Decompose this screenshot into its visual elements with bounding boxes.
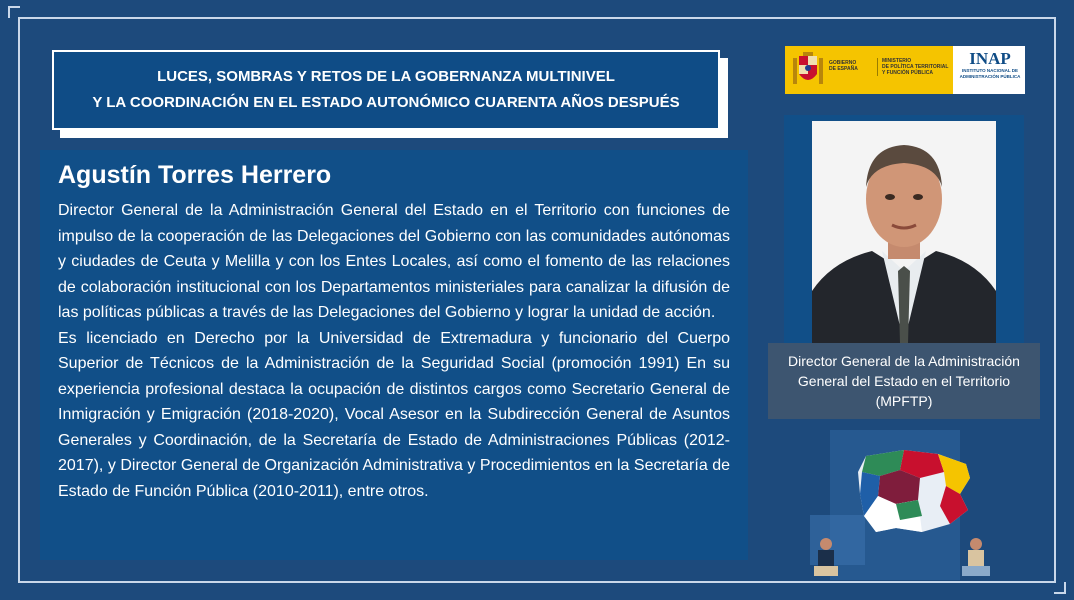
event-title-line2: Y LA COORDINACIÓN EN EL ESTADO AUTONÓMICO CUARENTA AÑOS DESPUÉS [92, 94, 680, 111]
event-title-line1: LUCES, SOMBRAS Y RETOS DE LA GOBERNANZA MULTINIVEL [157, 68, 615, 85]
speaker-name: Agustín Torres Herrero [58, 161, 332, 189]
inap-logo [957, 50, 1023, 79]
photo-frame [784, 115, 1024, 343]
speaker-photo [812, 121, 996, 343]
bio-paragraph-1: Director General de la Administración General del Estado en el Territorio con funciones de impulso de la cooperación de las Delegaciones del Gobierno con las comunidades autónomas y ciudades de Ceuta y Melilla y con los Entes Locales, así como el fomento de las relaciones de colaboración institucional con los Departamentos ministeriales para canalizar la difusión de las políticas públicas a través de las Delegaciones del Gobierno y lograr la unidad de acción. [58, 202, 730, 321]
gobierno-logo [785, 46, 953, 94]
inap-subtitle: INSTITUTO NACIONAL DE ADMINISTRACIÓN PÚBLICA [959, 68, 1021, 79]
gobierno-text: GOBIERNO DE ESPAÑA [829, 60, 858, 72]
spain-map-illustration [800, 420, 1020, 580]
bio-paragraph-2: Es licenciado en Derecho por la Universidad de Extremadura y funcionario del Cuerpo Superior de Técnicos de la Administración de la Seguridad Social (promoción 1991) En su experiencia profesional destaca la ocupación de distintos cargos como Secretario General de Inmigración y Emigración (2018-2020), Vocal Asesor en la Subdirección General de Asuntos Generales y Coordinación, de la Secretaría de Estado de Administraciones Públicas (2012-2017), y Director General de Organización Administrativa y Procedimientos en la Secretaría de Estado de Función Pública (2010-2011), entre otros. [58, 329, 730, 500]
ministerio-text: MINISTERIO DE POLÍTICA TERRITORIAL Y FUNCIÓN PÚBLICA [877, 58, 948, 76]
bio-panel [40, 150, 748, 560]
coat-of-arms-icon [791, 52, 825, 88]
frame-corner-bottom-right [1054, 582, 1066, 594]
photo-caption: Director General de la Administración General del Estado en el Territorio (MPFTP) [768, 343, 1040, 419]
event-title [52, 50, 720, 130]
institutional-logos [785, 46, 1025, 94]
speaker-portrait-icon [812, 121, 996, 343]
speaker-bio [58, 198, 730, 504]
inap-title: INAP [969, 49, 1011, 68]
